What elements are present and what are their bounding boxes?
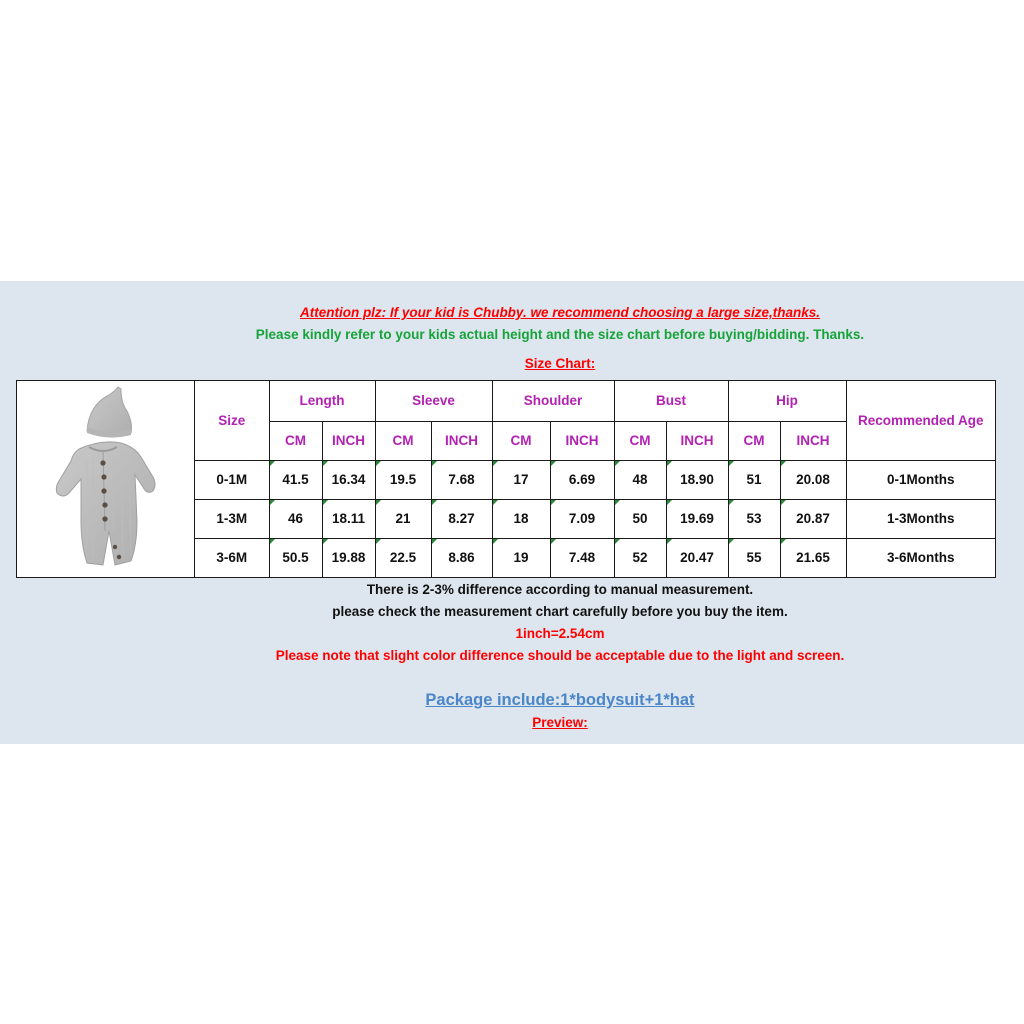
bust-cm-cell: 48 <box>614 460 666 499</box>
length-header: Length <box>269 381 375 421</box>
preview-label: Preview: <box>532 715 588 730</box>
sleeve-inch-cell: 8.86 <box>431 538 492 577</box>
shoulder-cm-cell: 19 <box>492 538 550 577</box>
length-cm-cell: 50.5 <box>269 538 322 577</box>
length-inch-header: INCH <box>322 421 375 460</box>
sleeve-inch-cell: 8.27 <box>431 499 492 538</box>
sleeve-cm-cell: 22.5 <box>375 538 431 577</box>
sleeve-inch-header: INCH <box>431 421 492 460</box>
table-row <box>195 538 995 577</box>
recommended-age-cell: 1-3Months <box>846 499 995 538</box>
shoulder-inch-header: INCH <box>550 421 614 460</box>
bust-inch-cell: 18.90 <box>666 460 728 499</box>
length-inch-cell: 19.88 <box>322 538 375 577</box>
bust-cm-cell: 52 <box>614 538 666 577</box>
sleeve-cm-header: CM <box>375 421 431 460</box>
bust-inch-header: INCH <box>666 421 728 460</box>
size-cell: 0-1M <box>195 460 269 499</box>
shoulder-cm-cell: 18 <box>492 499 550 538</box>
measurement-difference-note: There is 2-3% difference according to manual measurement. <box>366 582 754 597</box>
package-contents: Package include:1*bodysuit+1*hat <box>425 691 695 709</box>
hip-cm-cell: 55 <box>728 538 780 577</box>
chubby-attention-notice: Attention plz: If your kid is Chubby. we recommend choosing a large size,thanks. <box>299 305 821 320</box>
table-row <box>195 460 995 499</box>
size-header: Size <box>195 381 269 460</box>
shoulder-cm-header: CM <box>492 421 550 460</box>
bust-header: Bust <box>614 381 728 421</box>
bust-inch-cell: 20.47 <box>666 538 728 577</box>
hip-inch-header: INCH <box>780 421 846 460</box>
sleeve-header: Sleeve <box>375 381 492 421</box>
hip-inch-cell: 20.87 <box>780 499 846 538</box>
shoulder-inch-cell: 6.69 <box>550 460 614 499</box>
length-cm-header: CM <box>269 421 322 460</box>
sleeve-cm-cell: 19.5 <box>375 460 431 499</box>
shoulder-inch-cell: 7.09 <box>550 499 614 538</box>
check-chart-note: please check the measurement chart carefully before you buy the item. <box>332 604 788 619</box>
length-cm-cell: 41.5 <box>269 460 322 499</box>
sleeve-cm-cell: 21 <box>375 499 431 538</box>
sleeve-inch-cell: 7.68 <box>431 460 492 499</box>
gray-knit-romper-with-hat-photo <box>17 381 193 577</box>
shoulder-inch-cell: 7.48 <box>550 538 614 577</box>
shoulder-header: Shoulder <box>492 381 614 421</box>
hip-cm-cell: 53 <box>728 499 780 538</box>
hip-cm-cell: 51 <box>728 460 780 499</box>
table-row <box>195 499 995 538</box>
recommended-age-cell: 3-6Months <box>846 538 995 577</box>
hip-header: Hip <box>728 381 846 421</box>
size-refer-notice: Please kindly refer to your kids actual height and the size chart before buying/bidding. Thanks. <box>255 327 865 342</box>
bust-inch-cell: 19.69 <box>666 499 728 538</box>
hip-cm-header: CM <box>728 421 780 460</box>
hip-inch-cell: 21.65 <box>780 538 846 577</box>
shoulder-cm-cell: 17 <box>492 460 550 499</box>
product-photo <box>17 381 195 577</box>
color-difference-note: Please note that slight color difference should be acceptable due to the light and screen. <box>275 648 845 663</box>
length-cm-cell: 46 <box>269 499 322 538</box>
size-chart <box>16 380 996 578</box>
size-cell: 1-3M <box>195 499 269 538</box>
size-cell: 3-6M <box>195 538 269 577</box>
size-info-panel <box>0 281 1024 744</box>
recommended-age-header: Recommended Age <box>846 381 995 460</box>
bust-cm-header: CM <box>614 421 666 460</box>
bust-cm-cell: 50 <box>614 499 666 538</box>
hip-inch-cell: 20.08 <box>780 460 846 499</box>
length-inch-cell: 16.34 <box>322 460 375 499</box>
size-chart-title: Size Chart: <box>524 356 596 371</box>
recommended-age-cell: 0-1Months <box>846 460 995 499</box>
size-table <box>195 381 995 577</box>
length-inch-cell: 18.11 <box>322 499 375 538</box>
inch-conversion-note: 1inch=2.54cm <box>515 626 605 641</box>
